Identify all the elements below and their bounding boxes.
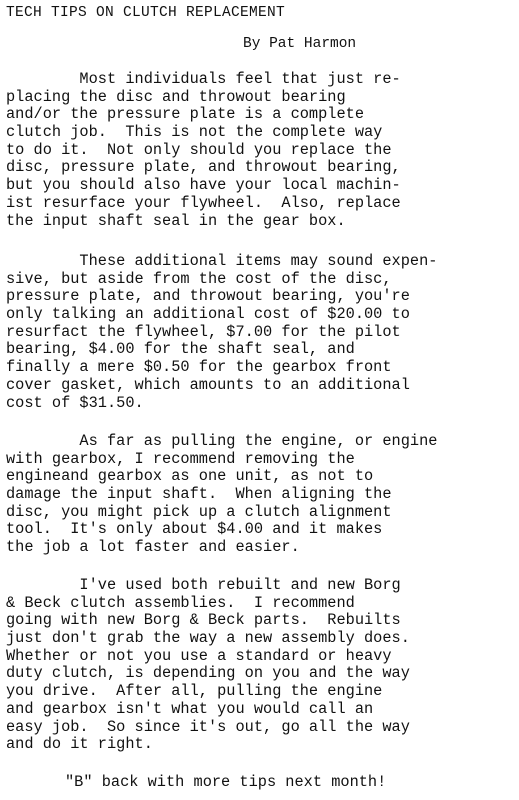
text-line: the job a lot faster and easier.	[6, 538, 300, 557]
article-byline: By Pat Harmon	[243, 36, 357, 52]
text-line: clutch job. This is not the complete way	[6, 123, 383, 142]
paragraph-1	[6, 71, 516, 230]
text-line: duty clutch, is depending on you and the way	[6, 664, 410, 683]
paragraph-3	[6, 433, 516, 557]
text-line: disc, you might pick up a clutch alignment	[6, 502, 392, 521]
text-line: bearing, $4.00 for the shaft seal, and	[6, 340, 355, 359]
text-line: placing the disc and throwout bearing	[6, 87, 346, 106]
text-line: with gearbox, I recommend removing the	[6, 449, 355, 468]
text-line: and do it right.	[6, 735, 153, 754]
text-line: going with new Borg & Beck parts. Rebuilts	[6, 611, 401, 630]
text-line: to do it. Not only should you replace the	[6, 140, 392, 159]
text-line: ist resurface your flywheel. Also, replace	[6, 193, 401, 212]
text-line: damage the input shaft. When aligning the	[6, 485, 392, 504]
text-line: As far as pulling the engine, or engine	[6, 432, 438, 450]
text-line: These additional items may sound expen-	[6, 252, 438, 270]
text-line: Most individuals feel that just re-	[6, 70, 401, 88]
article-title: TECH TIPS ON CLUTCH REPLACEMENT	[6, 5, 286, 21]
text-line: I've used both rebuilt and new Borg	[6, 576, 401, 594]
text-line: disc, pressure plate, and throwout bearing,	[6, 158, 401, 177]
paragraph-2	[6, 253, 516, 412]
article-signoff: "B" back with more tips next month!	[65, 773, 387, 791]
text-line: & Beck clutch assemblies. I recommend	[6, 593, 355, 612]
text-line: resurfact the flywheel, $7.00 for the pilot	[6, 322, 401, 341]
text-line: tool. It's only about $4.00 and it makes	[6, 520, 383, 539]
text-line: and gearbox isn't what you would call an	[6, 699, 374, 718]
text-line: easy job. So since it's out, go all the way	[6, 717, 410, 736]
paragraph-4	[6, 577, 516, 754]
text-line: pressure plate, and throwout bearing, you're	[6, 287, 410, 306]
text-line: cover gasket, which amounts to an additional	[6, 375, 410, 394]
text-line: finally a mere $0.50 for the gearbox front	[6, 358, 392, 377]
text-line: just don't grab the way a new assembly does.	[6, 629, 410, 648]
text-line: the input shaft seal in the gear box.	[6, 211, 346, 230]
text-line: sive, but aside from the cost of the disc,	[6, 269, 392, 288]
text-line: cost of $31.50.	[6, 393, 144, 412]
text-line: and/or the pressure plate is a complete	[6, 105, 365, 124]
text-line: only talking an additional cost of $20.00 to	[6, 305, 410, 324]
text-line: but you should also have your local machin-	[6, 176, 401, 195]
text-line: Whether or not you use a standard or heavy	[6, 646, 392, 665]
text-line: engineand gearbox as one unit, as not to	[6, 467, 374, 486]
text-line: you drive. After all, pulling the engine	[6, 682, 383, 701]
